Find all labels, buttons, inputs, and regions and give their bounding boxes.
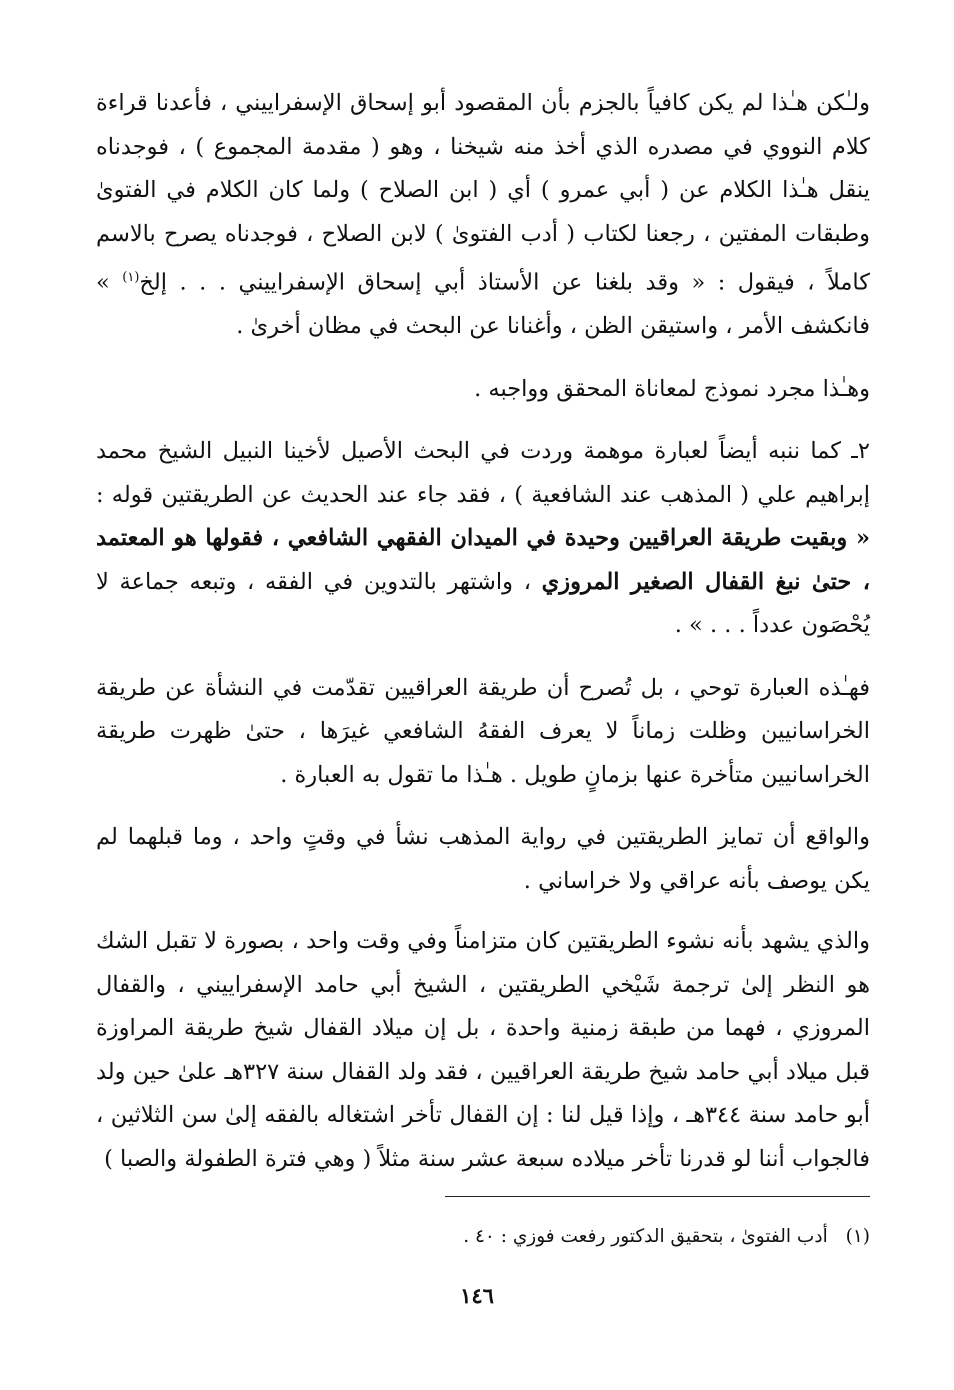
paragraph-2: وهـٰذا مجرد نموذج لمعاناة المحقق وواجبه . bbox=[474, 375, 870, 402]
page-number: ١٤٦ bbox=[460, 1283, 494, 1308]
paragraph-3 bbox=[96, 430, 870, 648]
paragraph-3-tail: ، واشتهر بالتدوين في الفقه ، وتبعه جماعة لا يُحْصَون عدداً . . . » . bbox=[96, 568, 870, 638]
paragraph-5: والواقع أن تمايز الطريقتين في رواية المذهب نشأ في وقتٍ واحد ، وما قبلهما لم يكن يوصف بأنه عراقي ولا خراساني . bbox=[96, 824, 870, 894]
paragraph-6: والذي يشهد بأنه نشوء الطريقتين كان متزامناً وفي وقت واحد ، بصورة لا تقبل الشك هو النظر إلىٰ ترجمة شَيْخي الطريقتين ، الشيخ أبي حامد الإسفراييني ، والقفال المروزي ، فهما من طبقة زمنية واحدة ، بل إن ميلاد القفال شيخ طريقة المراوزة قبل ميلاد أبي حامد شيخ طريقة العراقيين ، فقد ولد القفال سنة ٣٢٧هـ علىٰ حين ولد أبو حامد سنة ٣٤٤هـ ، وإذا قيل لنا : إن القفال تأخر اشتغاله بالفقه إلىٰ سن الثلاثين ، فالجواب أننا لو قدرنا تأخر ميلاده سبعة عشر سنة مثلاً ( وهي فترة الطفولة والصبا ) bbox=[96, 928, 870, 1172]
page-body bbox=[96, 82, 870, 1200]
paragraph-1-tail: » فانكشف الأمر ، واستيقن الظن ، وأغنانا عن البحث في مظان أخرىٰ . bbox=[96, 269, 870, 339]
paragraph-1-text: ولـٰكن هـٰذا لم يكن كافياً بالجزم بأن المقصود أبو إسحاق الإسفراييني ، فأعدنا قراءة كلام النووي في مصدره الذي أخذ منه شيخنا ، وهو ( مقدمة المجموع ) ، فوجدناه ينقل هـٰذا الكلام عن ( أبي عمرو ) أي ( ابن الصلاح ) ولما كان الكلام في الفتوىٰ وطبقات المفتين ، رجعنا لكتاب ( أدب الفتوىٰ ) لابن الصلاح ، فوجدناه يصرح بالاسم كاملاً ، فيقول : « وقد بلغنا عن الأستاذ أبي إسحاق الإسفراييني . . . إلخ bbox=[96, 90, 870, 296]
paragraph-1 bbox=[96, 82, 870, 349]
footnote-text: أدب الفتوىٰ ، بتحقيق الدكتور رفعت فوزي : ٤٠ . bbox=[463, 1226, 828, 1247]
footnote-reference[interactable]: (١) bbox=[122, 270, 140, 285]
paragraph-4: فهـٰذه العبارة توحي ، بل تُصرح أن طريقة العراقيين تقدّمت في النشأة عن طريقة الخراسانيين وظلت زماناً لا يعرف الفقهُ الشافعي غيرَها ، حتىٰ ظهرت طريقة الخراسانيين متأخرة عنها بزمانٍ طويل . هـٰذا ما تقول به العبارة . bbox=[96, 674, 870, 788]
footnote-divider bbox=[445, 1196, 870, 1197]
footnote-number: (١) bbox=[845, 1226, 870, 1247]
paragraph-3-quote: « وبقيت طريقة العراقيين وحيدة في الميدان الفقهي الشافعي ، فقولها هو المعتمد ، حتىٰ نبغ القفال الصغير المروزي bbox=[96, 525, 870, 595]
paragraph-3-intro: ٢ـ كما ننبه أيضاً لعبارة موهمة وردت في البحث الأصيل لأخينا النبيل الشيخ محمد إبراهيم علي ( المذهب عند الشافعية ) ، فقد جاء عند الحديث عن الطريقتين قوله : bbox=[96, 438, 870, 508]
footnote bbox=[170, 1222, 870, 1252]
